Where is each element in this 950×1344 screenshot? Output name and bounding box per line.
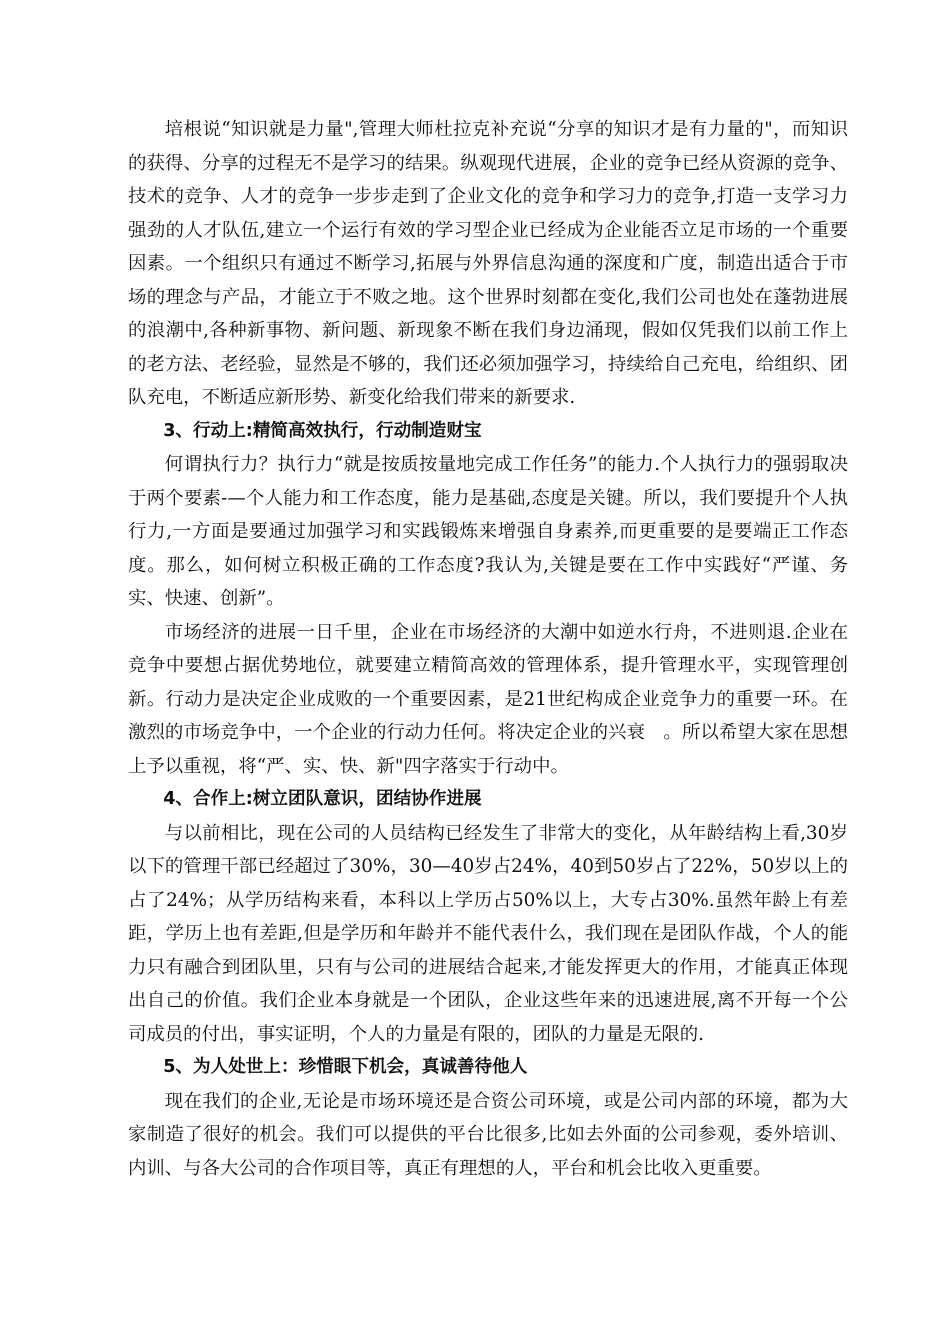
section-heading-conduct: 5、为人处世上：珍惜眼下机会，真诚善待他人 [163, 1057, 528, 1077]
section-heading-cooperation: 4、合作上:树立团队意识，团结协作进展 [163, 789, 482, 809]
paragraph-team-structure: 与以前相比，现在公司的人员结构已经发生了非常大的变化，从年龄结构上看,30岁以下的管理干部已经超过了30%，30—40岁占24%，40到50岁占了22%，50岁以上的占了24%；从学历结构来看，本科以上学历占50%以上，大专占30%.虽然年龄上有差距，学历上也有差距,但是学历和年龄并不能代表什么，我们现在是团队作战，个人的能力只有融合到团队里，只有与公司的进展结合起来,才能发挥更大的作用，才能真正体现出自己的价值。我们企业本身就是一个团队，企业这些年来的迅速进展,离不开每一个公司成员的付出，事实证明，个人的力量是有限的，团队的力量是无限的. [128, 822, 848, 1045]
paragraph-execution: 何谓执行力？执行力“就是按质按量地完成工作任务”的能力.个人执行力的强弱取决于两个要素-—个人能力和工作态度，能力是基础,态度是关键。所以，我们要提升个人执行力,一方面是要通过加强学习和实践锻炼来增强自身素养,而更重要的是要端正工作态度。那么，如何树立积极正确的工作态度?我认为,关键是要在工作中实践好“严谨、务实、快速、创新”。 [128, 454, 848, 609]
document-body [128, 113, 848, 1185]
paragraph-knowledge-learning: 培根说“知识就是力量",管理大师杜拉克补充说“分享的知识才是有力量的"，而知识的获得、分享的过程无不是学习的结果。纵观现代进展，企业的竞争已经从资源的竞争、技术的竞争、人才的竞争一步步走到了企业文化的竞争和学习力的竞争,打造一支学习力强劲的人才队伍,建立一个运行有效的学习型企业已经成为企业能否立足市场的一个重要因素。一个组织只有通过不断学习,拓展与外界信息沟通的深度和广度，制造出适合于市场的理念与产品，才能立于不败之地。这个世界时刻都在变化,我们公司也处在蓬勃进展的浪潮中,各种新事物、新问题、新现象不断在我们身边涌现，假如仅凭我们以前工作上的老方法、老经验，显然是不够的，我们还必须加强学习，持续给自己充电，给组织、团队充电，不断适应新形势、新变化给我们带来的新要求. [128, 119, 848, 408]
paragraph-opportunity: 现在我们的企业,无论是市场环境还是合资公司环境，或是公司内部的环境，都为大家制造了很好的机会。我们可以提供的平台比很多,比如去外面的公司参观，委外培训、内训、与各大公司的合作项目等，真正有理想的人，平台和机会比收入更重要。 [128, 1090, 848, 1179]
paragraph-market-economy: 市场经济的进展一日千里，企业在市场经济的大潮中如逆水行舟，不进则退.企业在竞争中要想占据优势地位，就要建立精简高效的管理体系，提升管理水平，实现管理创新。行动力是决定企业成败的一个重要因素，是21世纪构成企业竞争力的重要一环。在激烈的市场竞争中，一个企业的行动力任何。将决定企业的兴衰 。所以希望大家在思想上予以重视，将“严、实、快、新"四字落实于行动中。 [128, 621, 848, 777]
section-heading-action: 3、行动上:精简高效执行，行动制造财宝 [163, 420, 482, 441]
